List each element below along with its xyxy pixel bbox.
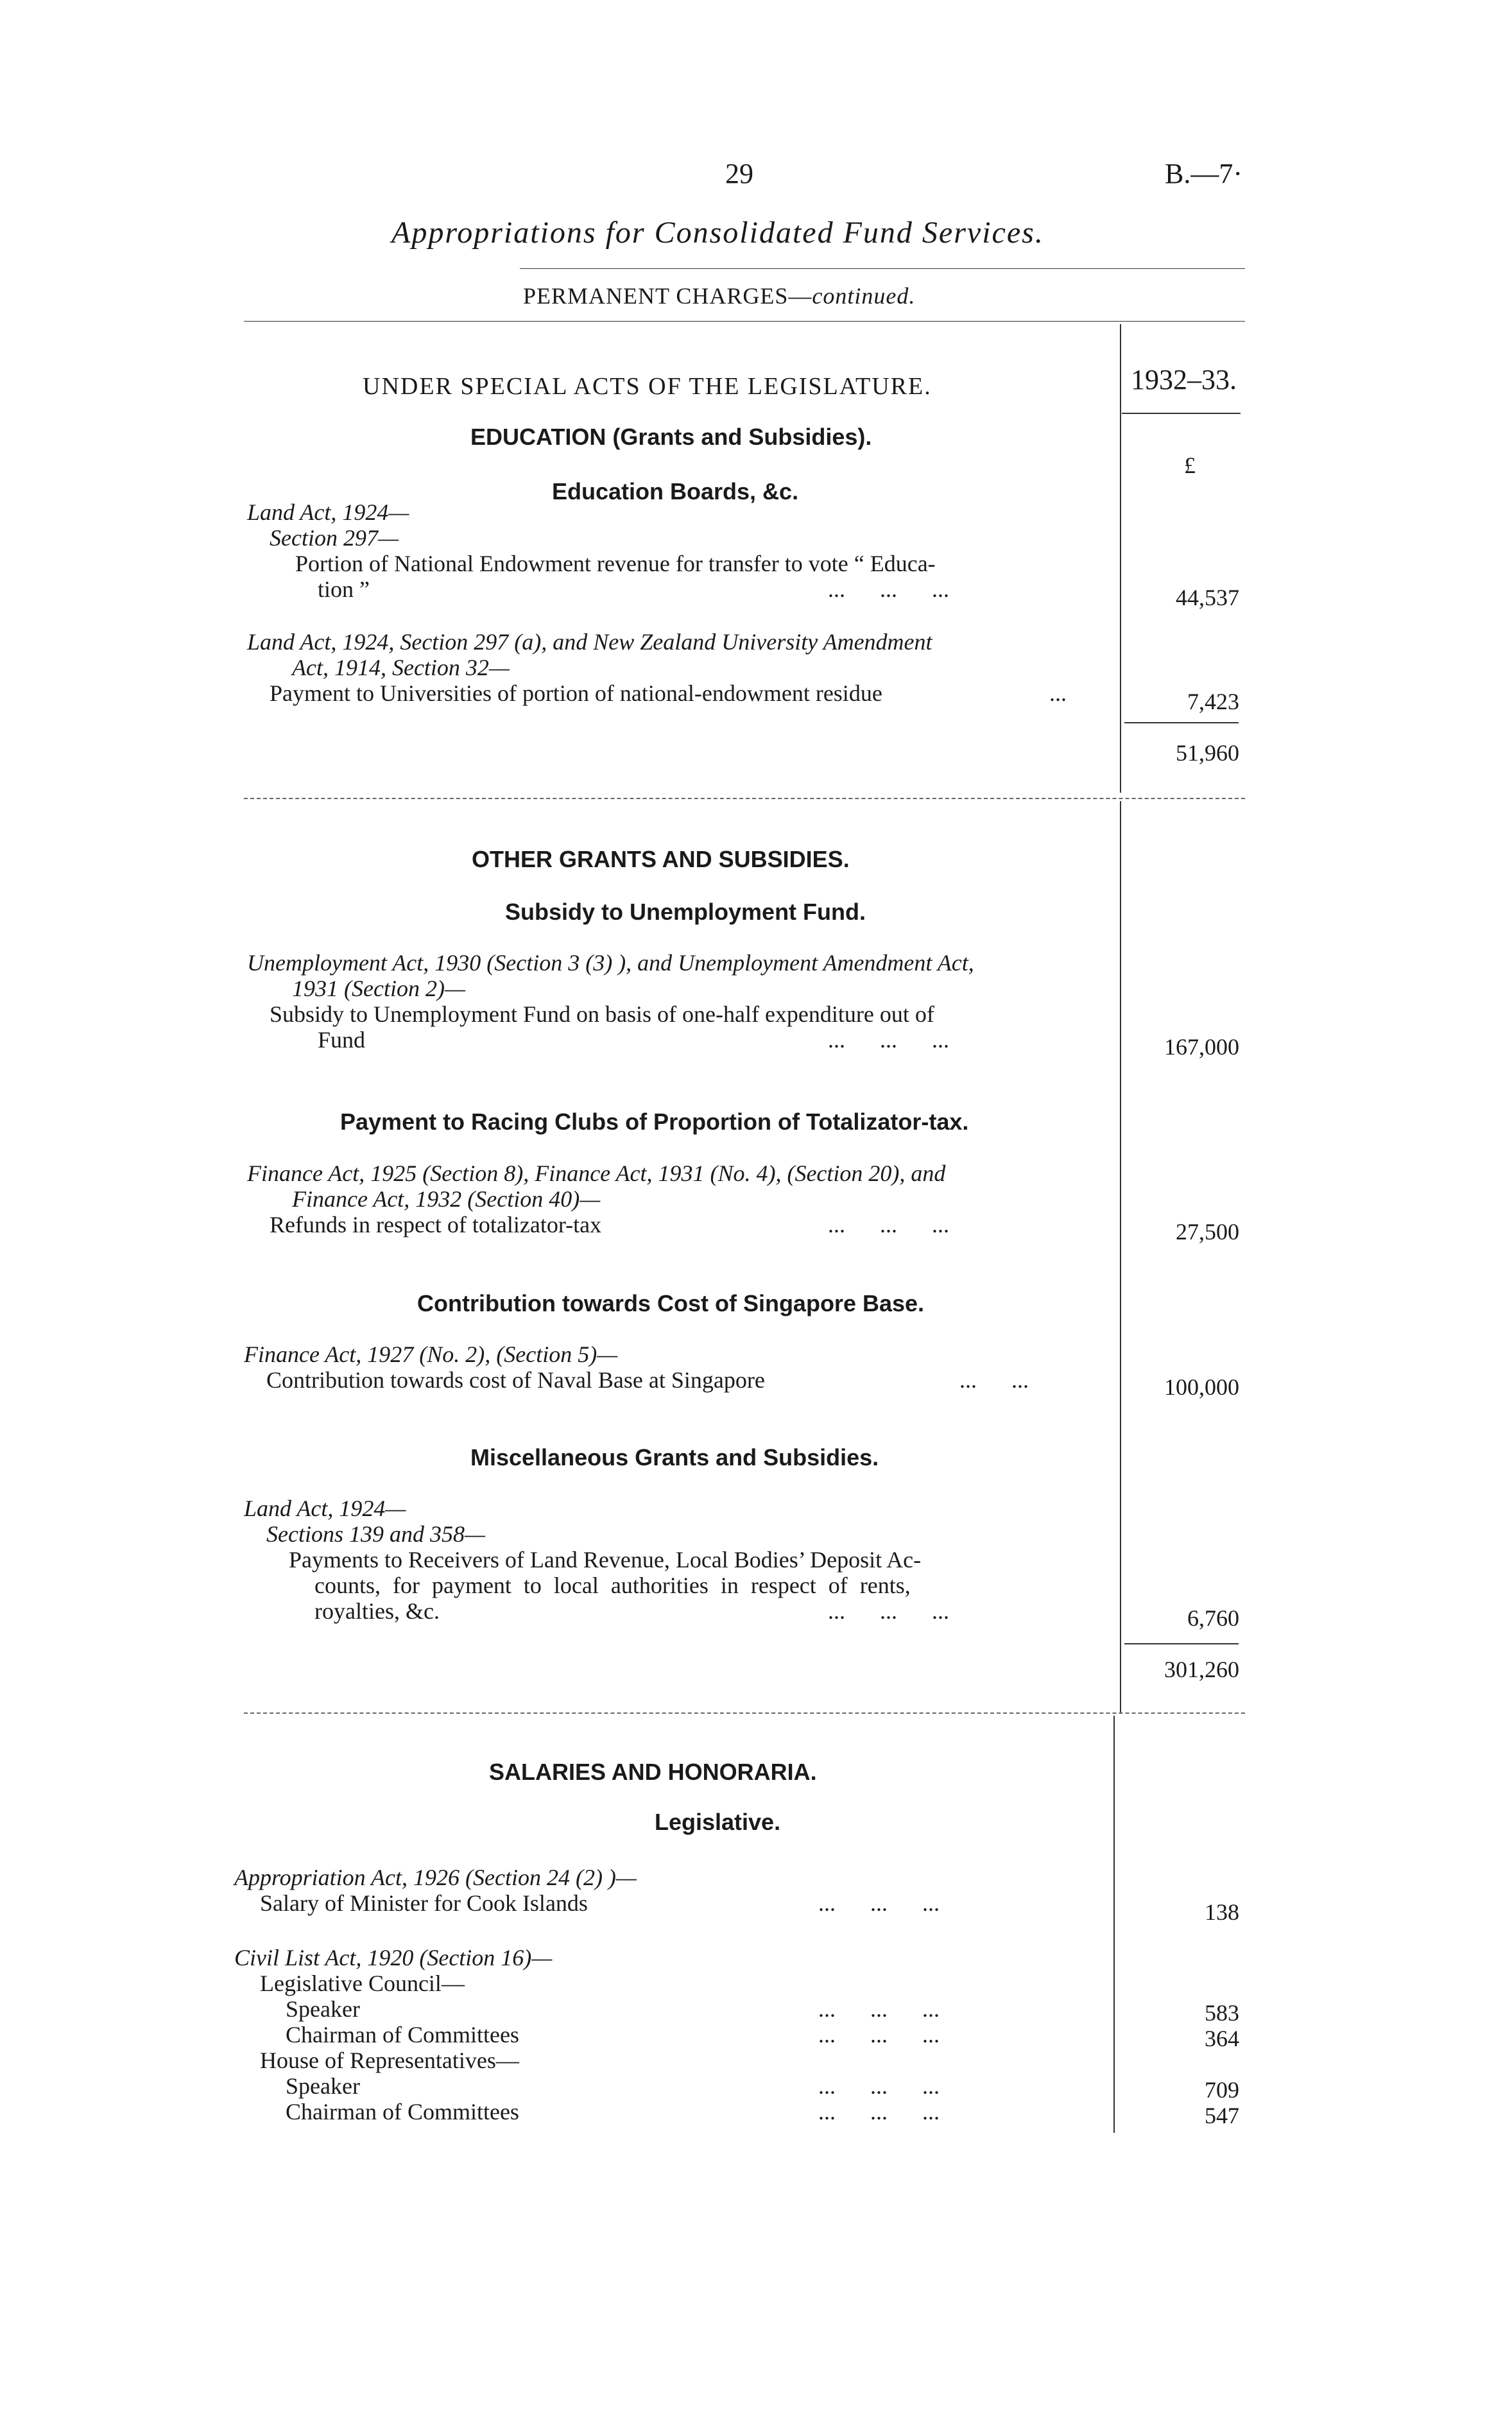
education-total-rule [1124,722,1239,723]
civil-list-act: Civil List Act, 1920 (Section 16)— [234,1945,553,1971]
council-chairman-label: Chairman of Committees [286,2022,519,2048]
racing-subheading: Payment to Racing Clubs of Proportion of Totalizator-tax. [340,1108,969,1135]
misc-desc-line3: royalties, &c. [314,1598,440,1624]
misc-leader: ... ... ... [828,1598,949,1624]
amount-column-divider-3 [1113,1716,1115,2133]
legislative-subheading: Legislative. [655,1809,781,1835]
education-item2-desc: Payment to Universities of portion of national-endowment residue [270,680,882,706]
other-grants-section-end-rule [244,1712,1245,1714]
racing-amount: 27,500 [1176,1219,1239,1245]
education-heading: EDUCATION (Grants and Subsidies). [470,424,872,450]
council-speaker-label: Speaker [286,1996,360,2022]
misc-subheading: Miscellaneous Grants and Subsidies. [470,1444,879,1470]
amount-column-divider-1 [1120,324,1121,793]
unemployment-leader: ... ... ... [828,1027,949,1053]
misc-desc-line2: counts, for payment to local authorities in respect of rents, [314,1573,911,1598]
house-chairman-label: Chairman of Committees [286,2099,519,2125]
council-speaker-amount: 583 [1205,2000,1239,2026]
council-chairman-leader: ... ... ... [818,2022,940,2048]
document-reference: B.—7· [1165,158,1242,189]
unemployment-act-line1: Unemployment Act, 1930 (Section 3 (3) ), and Unemployment Amendment Act, [247,950,974,976]
education-item1-amount: 44,537 [1176,585,1239,610]
racing-desc: Refunds in respect of totalizator-tax [270,1212,602,1238]
singapore-subheading: Contribution towards Cost of Singapore Base. [417,1290,925,1316]
education-boards-subheading: Education Boards, &c. [552,478,799,505]
cook-desc: Salary of Minister for Cook Islands [260,1890,588,1916]
education-item1-act: Land Act, 1924— [247,499,409,525]
unemployment-amount: 167,000 [1164,1034,1239,1060]
unemployment-subheading: Subsidy to Unemployment Fund. [505,899,866,925]
racing-act-line1: Finance Act, 1925 (Section 8), Finance Act, 1931 (No. 4), (Section 20), and [247,1160,946,1186]
singapore-leader: ... ... [959,1367,1029,1393]
other-grants-total-rule [1124,1643,1239,1644]
house-chairman-amount: 547 [1205,2103,1239,2128]
house-speaker-label: Speaker [286,2073,360,2099]
currency-symbol: £ [1184,453,1196,478]
unemployment-desc-line2: Fund [318,1027,366,1053]
misc-section: Sections 139 and 358— [266,1521,485,1547]
singapore-desc: Contribution towards cost of Naval Base at Singapore [266,1367,765,1393]
misc-act: Land Act, 1924— [244,1496,406,1521]
racing-act-line2: Finance Act, 1932 (Section 40)— [292,1186,601,1212]
unemployment-desc-line1: Subsidy to Unemployment Fund on basis of one-half expenditure out of [270,1001,934,1027]
page-title: Appropriations for Consolidated Fund Services. [391,216,1044,250]
cook-act: Appropriation Act, 1926 (Section 24 (2) )— [234,1865,637,1890]
council-label: Legislative Council— [260,1971,465,1996]
year-heading-rule [1122,413,1241,414]
council-chairman-amount: 364 [1205,2026,1239,2051]
council-speaker-leader: ... ... ... [818,1996,940,2022]
singapore-amount: 100,000 [1164,1374,1239,1400]
cook-leader: ... ... ... [818,1890,940,1916]
education-total: 51,960 [1176,740,1239,766]
title-rule [520,268,1245,269]
page-number: 29 [725,158,753,189]
house-chairman-leader: ... ... ... [818,2099,940,2125]
education-item2-leader: ... [1049,680,1067,706]
cook-amount: 138 [1205,1899,1239,1925]
unemployment-act-line2: 1931 (Section 2)— [292,976,465,1001]
education-item2-act-line2: Act, 1914, Section 32— [292,655,510,680]
other-grants-heading: OTHER GRANTS AND SUBSIDIES. [472,846,850,872]
education-section-end-rule [244,798,1245,799]
house-label: House of Representatives— [260,2048,519,2073]
house-speaker-amount: 709 [1205,2077,1239,2103]
salaries-heading: SALARIES AND HONORARIA. [489,1759,817,1785]
misc-amount: 6,760 [1187,1605,1239,1631]
education-item1-desc-line1: Portion of National Endowment revenue for transfer to vote “ Educa- [295,551,936,576]
amount-column-divider-2 [1120,801,1121,1712]
header-rule [244,321,1245,322]
education-item1-desc-line2: tion ” [318,576,370,602]
other-grants-total: 301,260 [1164,1657,1239,1682]
education-item1-section: Section 297— [270,525,399,551]
house-speaker-leader: ... ... ... [818,2073,940,2099]
section-heading-special-acts: UNDER SPECIAL ACTS OF THE LEGISLATURE. [363,373,932,400]
misc-desc-line1: Payments to Receivers of Land Revenue, Local Bodies’ Deposit Ac- [289,1547,922,1573]
education-item2-act-line1: Land Act, 1924, Section 297 (a), and New Zealand University Amendment [247,629,932,655]
year-column-heading: 1932–33. [1131,364,1237,395]
singapore-act: Finance Act, 1927 (No. 2), (Section 5)— [244,1341,618,1367]
racing-leader: ... ... ... [828,1212,949,1238]
education-item2-amount: 7,423 [1187,689,1239,714]
education-item1-leader: ... ... ... [828,576,949,602]
page-subtitle: PERMANENT CHARGES—continued. [523,283,916,309]
